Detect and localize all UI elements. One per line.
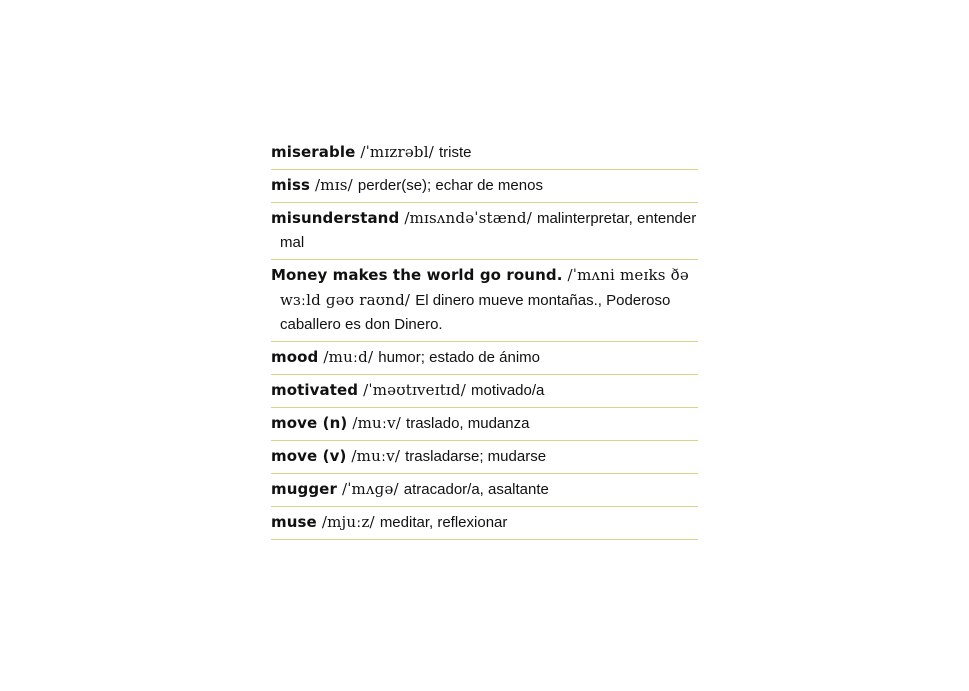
glossary-entry-mood xyxy=(271,342,698,375)
pronunciation: /mɪsʌndəˈstænd/ xyxy=(404,209,532,227)
pronunciation: /ˈməʊtɪveɪtɪd/ xyxy=(363,381,466,399)
pronunciation: /mjuːz/ xyxy=(321,513,375,531)
pronunciation: /muːd/ xyxy=(323,348,374,366)
pronunciation: /ˈmʌni meɪks ðə wɜːld ɡəʊ raʊnd/ xyxy=(280,266,689,309)
headword: move (n) xyxy=(271,414,348,432)
glossary-entry-misunderstand xyxy=(271,203,698,260)
headword: motivated xyxy=(271,381,359,399)
translation: trasladarse; mudarse xyxy=(405,448,547,465)
pronunciation: /mɪs/ xyxy=(315,176,353,194)
translation: atracador/a, asaltante xyxy=(403,481,549,498)
headword: mood xyxy=(271,348,319,366)
pronunciation: /muːv/ xyxy=(352,414,402,432)
translation: perder(se); echar de menos xyxy=(357,177,543,194)
glossary-entry-mugger xyxy=(271,474,698,507)
pronunciation: /ˈmʌɡə/ xyxy=(341,480,399,498)
translation: triste xyxy=(438,144,472,161)
glossary-entry-miss xyxy=(271,170,698,203)
glossary-entry-move-v xyxy=(271,441,698,474)
headword: mugger xyxy=(271,480,337,498)
pronunciation: /ˈmɪzrəbl/ xyxy=(360,143,434,161)
headword: miserable xyxy=(271,143,356,161)
glossary-list xyxy=(271,137,698,540)
headword: muse xyxy=(271,513,317,531)
translation: motivado/a xyxy=(470,382,545,399)
headword: Money makes the world go round. xyxy=(271,266,563,284)
glossary-entry-move-n xyxy=(271,408,698,441)
translation: malinterpretar, entender mal xyxy=(280,210,697,251)
translation: traslado, mudanza xyxy=(406,415,530,432)
glossary-entry-money-makes-the-world-go-round xyxy=(271,260,698,342)
translation: El dinero mueve montañas., Poderoso caballero es don Dinero. xyxy=(280,292,671,333)
glossary-entry-muse xyxy=(271,507,698,540)
translation: meditar, reflexionar xyxy=(379,514,508,531)
pronunciation: /muːv/ xyxy=(351,447,401,465)
headword: miss xyxy=(271,176,311,194)
headword: move (v) xyxy=(271,447,347,465)
translation: humor; estado de ánimo xyxy=(378,349,541,366)
glossary-entry-motivated xyxy=(271,375,698,408)
glossary-entry-miserable xyxy=(271,137,698,170)
headword: misunderstand xyxy=(271,209,400,227)
